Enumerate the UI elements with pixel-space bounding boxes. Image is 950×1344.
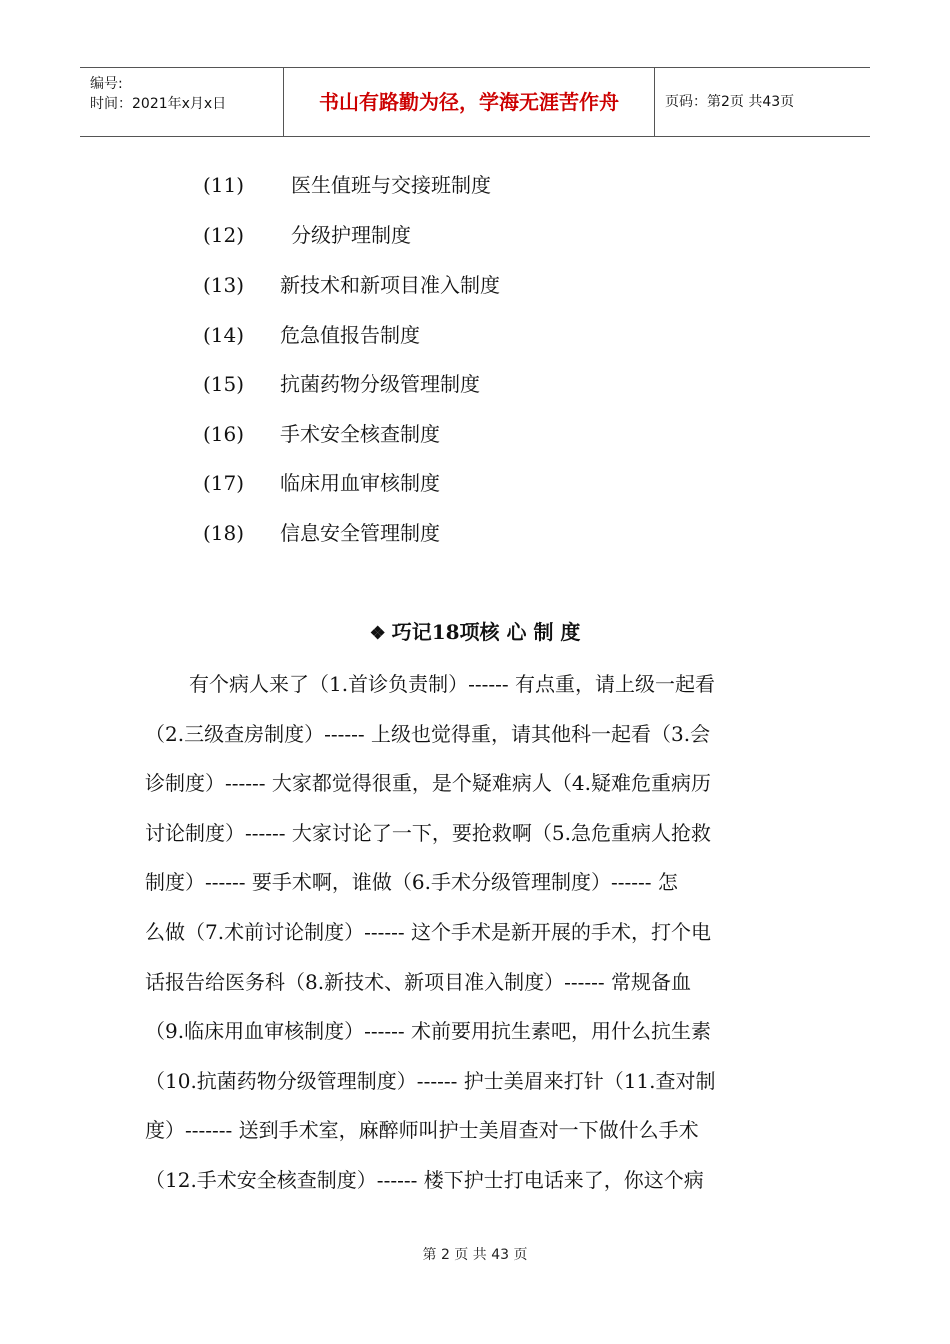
paragraph-line: （9.临床用血审核制度）------ 术前要用抗生素吧，用什么抗生素 bbox=[145, 1019, 711, 1044]
section-title: 巧记18项核 心 制 度 bbox=[391, 620, 581, 644]
list-item-number: (16) bbox=[203, 422, 245, 446]
list-item-text: 危急值报告制度 bbox=[280, 323, 420, 347]
list-item-number: (14) bbox=[203, 323, 245, 347]
paragraph-line: 么做（7.术前讨论制度）------ 这个手术是新开展的手术，打个电 bbox=[145, 919, 711, 944]
list-item-number: (13) bbox=[203, 273, 245, 297]
time-label: 时间：2021年x月x日 bbox=[90, 96, 227, 112]
list-item-number: (11) bbox=[203, 173, 245, 197]
header-motto: 书山有路勤为径，学海无涯苦作舟 bbox=[283, 68, 655, 136]
list-item-text: 分级护理制度 bbox=[291, 223, 411, 247]
paragraph-line: 制度）------ 要手术啊，谁做（6.手术分级管理制度）------ 怎 bbox=[145, 870, 678, 895]
mnemonic-paragraph bbox=[145, 660, 807, 1206]
paragraph-line: （2.三级查房制度）------ 上级也觉得重，请其他科一起看（3.会 bbox=[145, 721, 711, 746]
list-item-number: (17) bbox=[203, 471, 245, 495]
paragraph-line: 话报告给医务科（8.新技术、新项目准入制度）------ 常规备血 bbox=[145, 969, 691, 994]
paragraph-line: 讨论制度）------ 大家讨论了一下，要抢救啊（5.急危重病人抢救 bbox=[145, 820, 711, 845]
section-heading bbox=[0, 612, 950, 654]
list-item bbox=[203, 160, 803, 210]
list-item-number: (18) bbox=[203, 521, 245, 545]
list-item-text: 医生值班与交接班制度 bbox=[291, 173, 491, 197]
list-item-text: 抗菌药物分级管理制度 bbox=[280, 372, 480, 396]
list-item-text: 新技术和新项目准入制度 bbox=[280, 273, 500, 297]
paragraph-line: （10.抗菌药物分级管理制度）------ 护士美眉来打针（11.查对制 bbox=[145, 1068, 716, 1093]
diamond-bullet-icon: ❖ bbox=[369, 623, 386, 644]
list-item bbox=[203, 210, 803, 260]
paragraph-line: 有个病人来了（1.首诊负责制）------ 有点重，请上级一起看 bbox=[189, 672, 715, 696]
list-item bbox=[203, 409, 803, 459]
list-item bbox=[203, 359, 803, 409]
page-header bbox=[80, 67, 870, 137]
paragraph-line: （12.手术安全核查制度）------ 楼下护士打电话来了，你这个病 bbox=[145, 1167, 704, 1192]
list-item bbox=[203, 508, 803, 558]
header-meta bbox=[80, 68, 283, 136]
header-page-info: 页码：第2页 共43页 bbox=[665, 94, 795, 110]
page-footer: 第 2 页 共 43 页 bbox=[422, 1247, 528, 1263]
list-item-text: 信息安全管理制度 bbox=[280, 521, 440, 545]
paragraph-line: 度）------- 送到手术室，麻醉师叫护士美眉查对一下做什么手术 bbox=[145, 1118, 699, 1143]
list-item bbox=[203, 310, 803, 360]
paragraph-line: 诊制度）------ 大家都觉得很重，是个疑难病人（4.疑难危重病历 bbox=[145, 771, 711, 796]
list-item-number: (12) bbox=[203, 223, 245, 247]
list-item bbox=[203, 458, 803, 508]
code-label: 编号: bbox=[90, 76, 123, 92]
list-item-number: (15) bbox=[203, 372, 245, 396]
list-item bbox=[203, 260, 803, 310]
list-item-text: 手术安全核查制度 bbox=[280, 422, 440, 446]
list-item-text: 临床用血审核制度 bbox=[280, 471, 440, 495]
